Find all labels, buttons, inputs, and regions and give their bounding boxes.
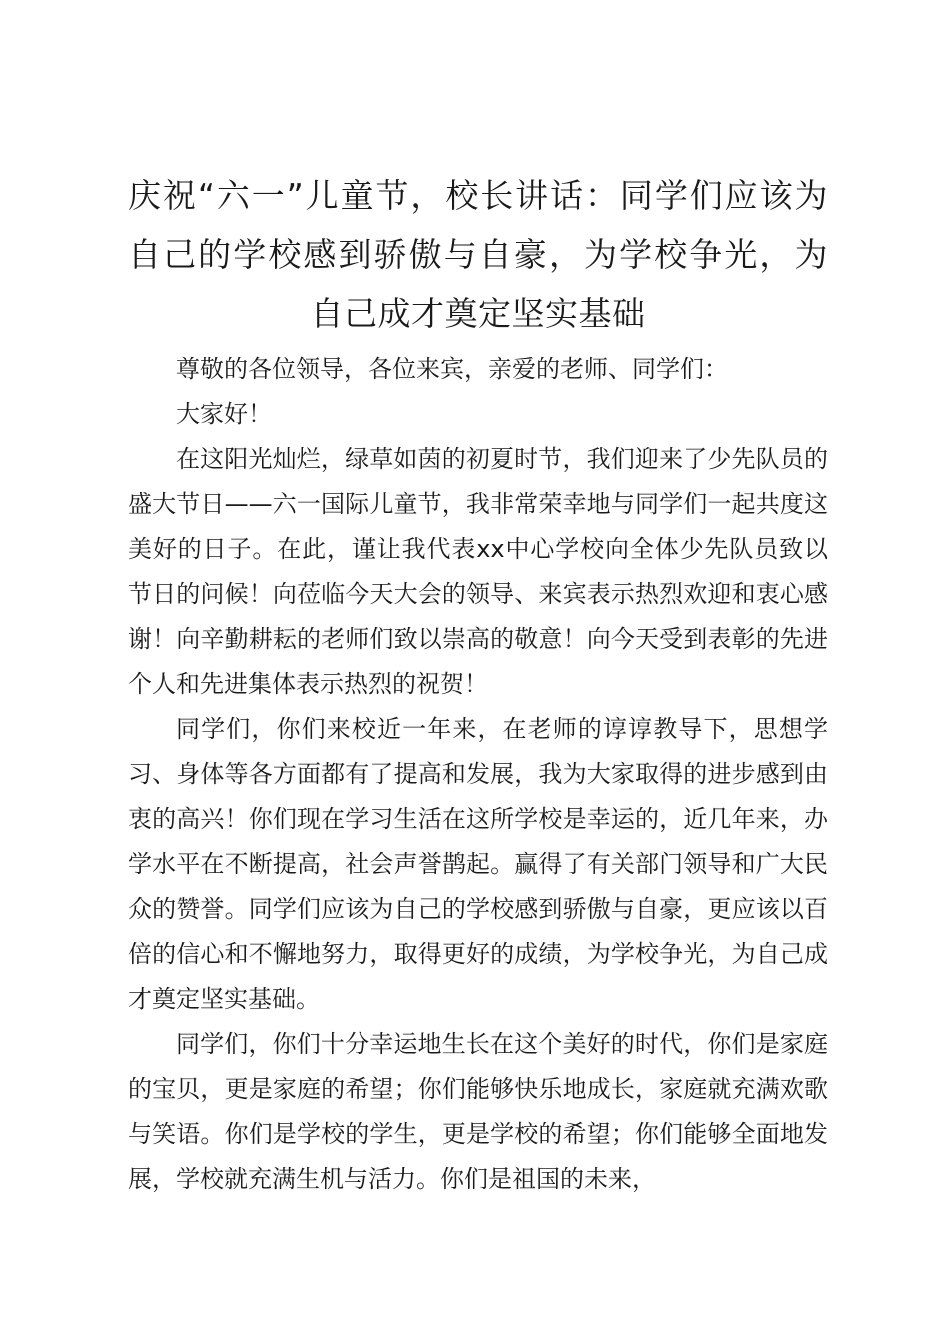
salutation-paragraph: 尊敬的各位领导，各位来宾，亲爱的老师、同学们： (176, 355, 728, 383)
body-paragraph: 同学们，你们来校近一年来，在老师的谆谆教导下，思想学习、身体等各方面都有了提高和发展，我为大家取得的进步感到由衷的高兴！你们现在学习生活在这所学校是幸运的，近几年来，办学水平在不断提高，社会声誉鹊起。赢得了有关部门领导和广大民众的赞誉。同学们应该为自己的学校感到骄傲与自豪，更应该以百倍的信心和不懈地努力，取得更好的成绩，为学校争光，为自己成才奠定坚实基础。 (128, 715, 828, 1013)
document-title: 庆祝“六一”儿童节，校长讲话：同学们应该为自己的学校感到骄傲与自豪，为学校争光，为自己成才奠定坚实基础 (128, 176, 828, 333)
document-page (128, 166, 828, 1202)
body-paragraph: 在这阳光灿烂，绿草如茵的初夏时节，我们迎来了少先队员的盛大节日——六一国际儿童节，我非常荣幸地与同学们一起共度这美好的日子。在此，谨让我代表xx中心学校向全体少先队员致以节日的问候！向莅临今天大会的领导、来宾表示热烈欢迎和衷心感谢！向辛勤耕耘的老师们致以崇高的敬意！向今天受到表彰的先进个人和先进集体表示热烈的祝贺！ (128, 445, 828, 698)
document-body (128, 347, 828, 1202)
greeting-paragraph: 大家好！ (176, 400, 272, 428)
body-paragraph: 同学们，你们十分幸运地生长在这个美好的时代，你们是家庭的宝贝，更是家庭的希望；你们能够快乐地成长，家庭就充满欢歌与笑语。你们是学校的学生，更是学校的希望；你们能够全面地发展，学校就充满生机与活力。你们是祖国的未来， (128, 1030, 828, 1193)
